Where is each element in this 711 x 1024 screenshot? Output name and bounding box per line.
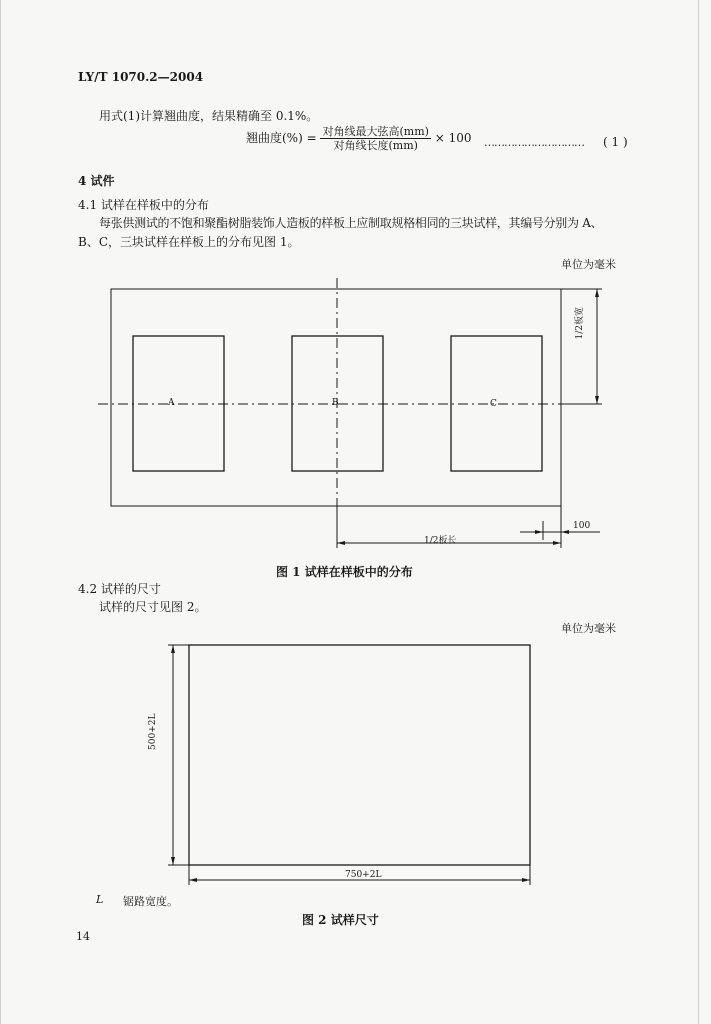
standard-code: LY/T 1070.2—2004 — [78, 70, 204, 84]
formula-numerator: 对角线最大弦高(mm) — [322, 125, 429, 138]
section-4-1-para-line2: B、C，三块试样在样板上的分布见图 1。 — [78, 235, 300, 249]
specimen-c-label: C — [490, 399, 497, 409]
formula-number: ( 1 ) — [603, 135, 628, 149]
section-4-1-title: 4.1 试样在样板中的分布 — [78, 198, 209, 212]
formula-lhs: 翘曲度(%) = — [246, 131, 317, 145]
figure-2-unit-label: 单位为毫米 — [561, 622, 616, 635]
page-number: 14 — [76, 930, 90, 943]
legend-symbol: L — [96, 893, 104, 906]
section-4-2-title: 4.2 试样的尺寸 — [78, 582, 161, 596]
section-4-title: 4 试件 — [78, 174, 115, 188]
dim-edge-label: 100 — [573, 521, 591, 531]
formula-dots: ………………………… — [484, 136, 584, 149]
arrow-head — [189, 878, 197, 882]
specimen-a-label: A — [168, 398, 175, 408]
dim-height-label: 500+2L — [147, 713, 158, 750]
figure-1-caption: 图 1 试样在样板中的分布 — [276, 565, 413, 579]
formula-denominator: 对角线长度(mm) — [333, 139, 418, 152]
arrow-head — [522, 878, 530, 882]
dim-half-width-label: 1/2板宽 — [574, 307, 585, 340]
figure-1-unit-label: 单位为毫米 — [561, 258, 616, 271]
arrow-head — [171, 645, 175, 653]
section-4-2-para: 试样的尺寸见图 2。 — [99, 600, 207, 614]
formula-intro: 用式(1)计算翘曲度，结果精确至 0.1%。 — [99, 109, 319, 123]
dim-width-label: 750+2L — [345, 870, 382, 880]
dim-half-length-label: 1/2板长 — [424, 536, 457, 546]
specimen-b-label: B — [332, 398, 339, 408]
arrow-head — [171, 857, 175, 865]
section-4-1-para-line1: 每张供测试的不饱和聚酯树脂装饰人造板的样板上应制取规格相同的三块试样，其编号分别为 A、 — [99, 216, 603, 230]
figure-2-caption: 图 2 试样尺寸 — [302, 913, 379, 927]
formula-times: × 100 — [434, 131, 472, 145]
legend-text: 锯路宽度。 — [123, 895, 178, 908]
specimen-outline — [189, 645, 530, 865]
